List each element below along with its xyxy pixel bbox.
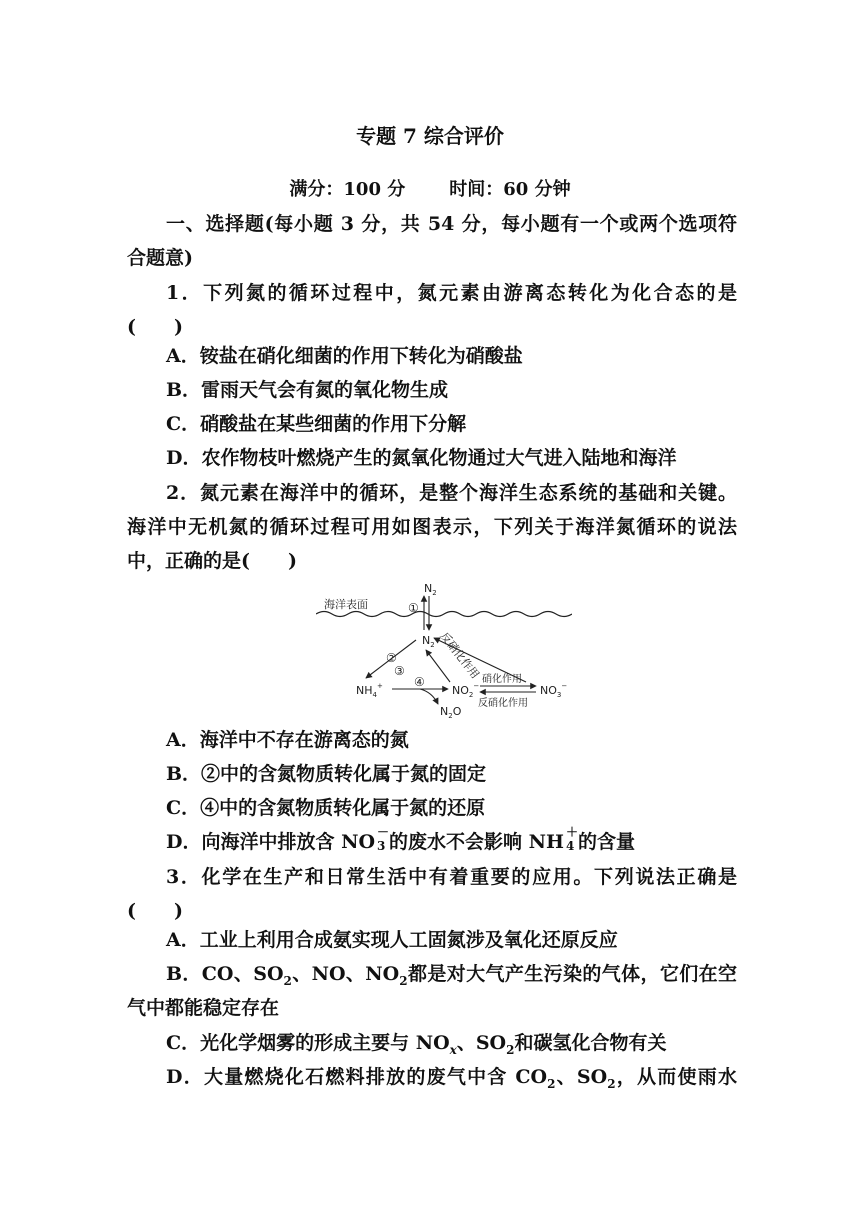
q2-option-a: A．海洋中不存在游离态的氮 [166,729,409,751]
section-heading-line2: 合题意) [127,247,193,269]
nh4-label: $NH_4^+$ [356,682,383,699]
q3-option-c: C．光化学烟雾的形成主要与 $NO_x$、$SO_2$和碳氢化合物有关 [166,1032,667,1057]
no3-label: $NO_3^-$ [540,682,568,699]
step-4-label: ④ [414,675,425,689]
nitrate-ion-script: － 3 [377,825,390,853]
page-title: 专题 7 综合评价 [356,124,504,148]
q3-option-a: A．工业上利用合成氨实现人工固氮涉及氧化还原反应 [166,929,618,951]
time-label: 时间：60 分钟 [449,179,571,200]
denitrification-label: 反硝化作用 [478,698,528,709]
exam-meta [0,178,860,202]
q1-option-d: D．农作物枝叶燃烧产生的氮氧化物通过大气进入陆地和海洋 [166,447,677,469]
n2-mid-label: $N_2$ [422,634,435,649]
no2-label: $NO_2^-$ [452,682,480,699]
q1-option-c: C．硝酸盐在某些细菌的作用下分解 [166,413,467,435]
denitrification-diag-label: 反硝化作用 [437,629,482,682]
q2-option-b: B．②中的含氮物质转化属于氮的固定 [166,763,487,785]
q3-option-b-line2: 气中都能稳定存在 [127,997,280,1019]
sea-surface-line [316,612,572,617]
q3-option-b-line1: B．CO、$SO_2$、NO、$NO_2$都是对大气产生污染的气体，它们在空 [166,963,737,988]
n2-top-label: $N_2$ [424,582,437,597]
q2-stem-line2: 海洋中无机氮的循环过程可用如图表示，下列关于海洋氮循环的说法 [127,516,737,538]
q2-option-c: C．④中的含氮物质转化属于氮的还原 [166,797,486,819]
step-2-label: ② [386,651,397,665]
q3-option-d: D．大量燃烧化石燃料排放的废气中含 $CO_2$、$SO_2$，从而使雨水 [166,1066,737,1091]
q1-answer-paren: ( ) [127,316,183,338]
step-3-arrow [426,650,450,682]
q1-stem: 1．下列氮的循环过程中，氮元素由游离态转化为化合态的是 [166,282,737,304]
step-1-label: ① [408,601,419,615]
section-heading-line1: 一、选择题(每小题 3 分，共 54 分，每小题有一个或两个选项符 [166,213,737,235]
q2-option-d: D．向海洋中排放含 NO － 3 的废水不会影响 NH ＋ 4 的含量 [166,825,635,853]
n2o-label: $N_2O$ [440,705,462,720]
q1-option-b: B．雷雨天气会有氮的氧化物生成 [166,379,449,401]
nitrogen-cycle-diagram [316,578,572,720]
q3-answer-paren: ( ) [127,900,183,922]
ammonium-ion-script: ＋ 4 [565,825,578,853]
q3-stem: 3．化学在生产和日常生活中有着重要的应用。下列说法正确是 [166,866,737,888]
n2o-branch-arrow [420,689,438,704]
score-label: 满分：100 分 [289,179,406,200]
q2-stem-line3: 中，正确的是( ) [127,550,297,572]
sea-surface-label: 海洋表面 [324,598,368,611]
step-3-label: ③ [394,664,405,678]
q1-option-a: A．铵盐在硝化细菌的作用下转化为硝酸盐 [166,345,523,367]
nitrification-label: 硝化作用 [482,674,522,685]
q2-stem-line1: 2．氮元素在海洋中的循环，是整个海洋生态系统的基础和关键。 [166,482,737,504]
